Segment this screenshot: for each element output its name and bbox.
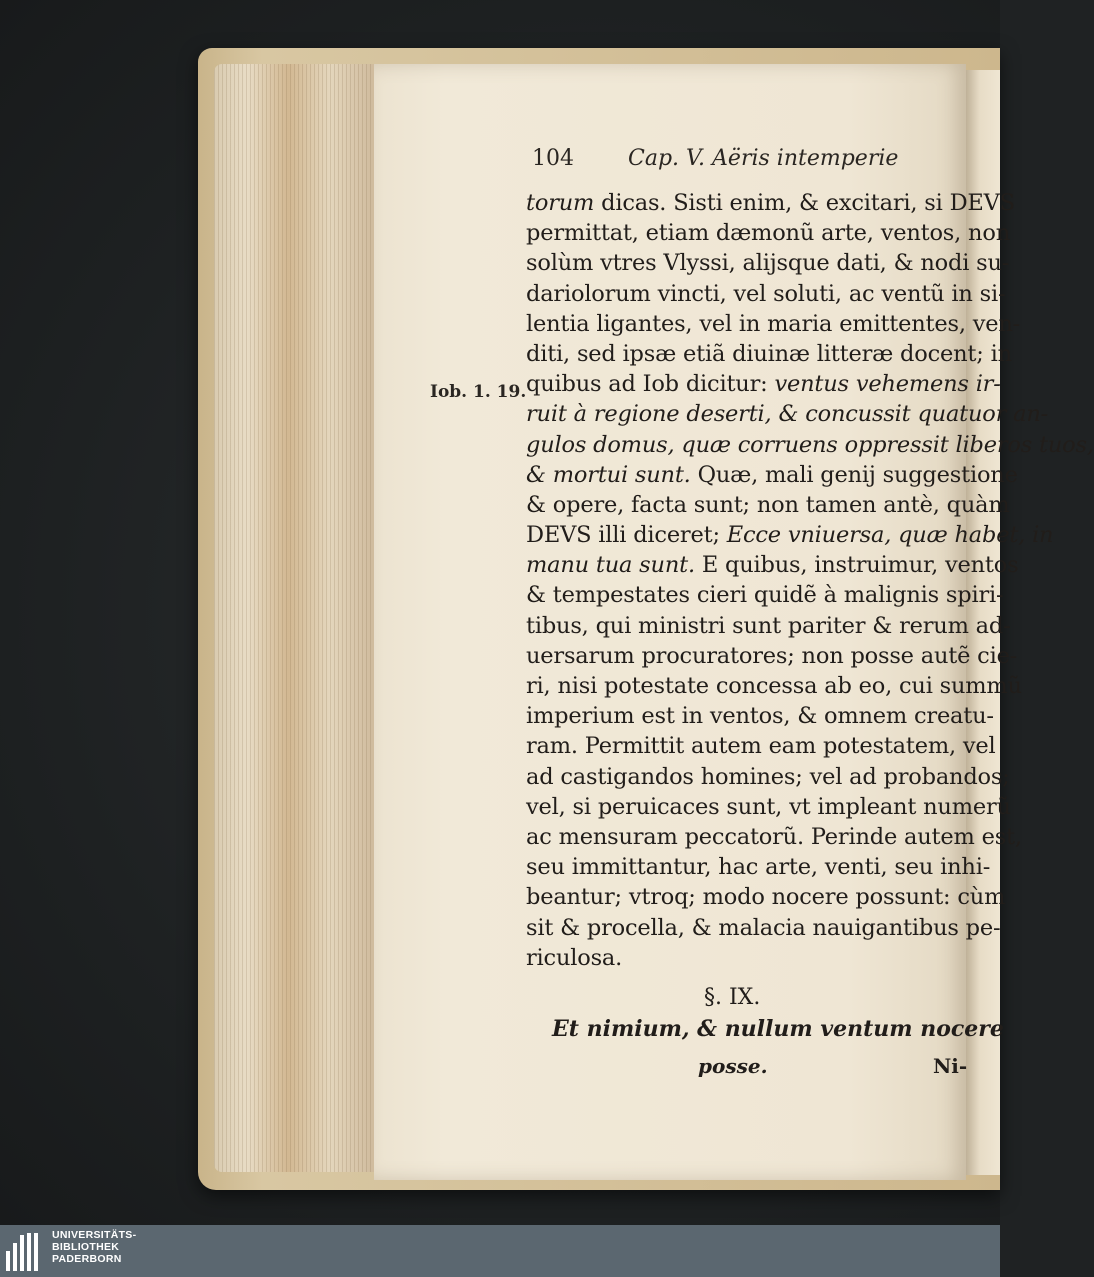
italic-text: ruit à regione deserti, & concussit quatuor an- [526, 401, 1049, 428]
text-line [526, 490, 1010, 520]
roman-text: & tempestates cieri quidẽ à malignis spiri- [526, 582, 1004, 609]
text-line [526, 762, 1010, 792]
roman-text: uersarum procuratores; non posse autẽ cie- [526, 642, 1018, 669]
italic-text: ventus vehemens ir- [774, 371, 1001, 398]
text-line [526, 279, 1006, 309]
page-number: 104 [532, 146, 574, 171]
library-name-line2: BIBLIOTHEK [52, 1241, 120, 1253]
roman-text: riculosa. [526, 944, 623, 971]
text-line [526, 339, 1012, 369]
roman-text: E quibus, instruimur, ventos [694, 552, 1019, 579]
italic-text: gulos domus, quæ corruens oppressit liberos tuos, [526, 431, 1094, 458]
library-logo-icon [6, 1233, 46, 1271]
text-line [526, 369, 1001, 399]
roman-text: ri, nisi potestate concessa ab eo, cui summũ [526, 673, 1022, 699]
italic-text: manu tua sunt. [526, 552, 695, 579]
roman-text: seu immittantur, hac arte, venti, seu inhi- [526, 854, 991, 881]
text-line [526, 611, 1011, 641]
roman-text: imperium est in ventos, & omnem creatu- [526, 703, 994, 730]
section-heading: Et nimium, & nullum ventum nocere [552, 1016, 1004, 1042]
roman-text: solùm vtres Vlyssi, alijsque dati, & nodi su- [526, 250, 1010, 277]
italic-text: torum [526, 190, 595, 216]
text-line [526, 852, 991, 882]
roman-text: ram. Permittit autem eam potestatem, vel [526, 733, 996, 760]
library-name [52, 1229, 136, 1265]
roman-text: dariolorum vincti, vel soluti, ac ventũ in si- [526, 280, 1006, 307]
roman-text: dicas. Sisti enim, & excitari, si DEVS [594, 190, 1015, 216]
library-name-line1: UNIVERSITÄTS- [52, 1229, 137, 1241]
text-line [526, 882, 1006, 912]
roman-text: DEVS illi diceret; [526, 522, 727, 549]
text-line [526, 550, 1019, 580]
roman-text: lentia ligantes, vel in maria emittentes, ven- [526, 310, 1021, 337]
library-name-line3: PADERBORN [52, 1253, 122, 1265]
text-line [526, 943, 962, 973]
roman-text: ac mensuram peccatorũ. Perinde autem est, [526, 823, 1022, 850]
marginal-note: Iob. 1. 19. [430, 382, 527, 402]
roman-text: beantur; vtroq; modo nocere possunt: cùm [526, 884, 1006, 911]
roman-text: vel, si peruicaces sunt, vt impleant numerũ [526, 793, 1011, 820]
library-footer [0, 1225, 1000, 1277]
section-number: §. IX. [704, 985, 761, 1010]
text-line [526, 671, 1022, 701]
text-line [526, 792, 1011, 822]
roman-text: permittat, etiam dæmonũ arte, ventos, non [526, 220, 1010, 247]
text-line [526, 913, 1001, 943]
text-line [526, 188, 1015, 218]
roman-text: diti, sed ipsæ etiã diuinæ litteræ docent; in [526, 340, 1012, 367]
italic-text: & mortui sunt. [526, 461, 691, 488]
roman-text: tibus, qui ministri sunt pariter & rerum ad- [526, 612, 1011, 639]
roman-text: sit & procella, & malacia nauigantibus pe- [526, 914, 1001, 941]
text-line [526, 399, 1049, 429]
roman-text: ad castigandos homines; vel ad probandos; [526, 763, 1010, 790]
text-line [526, 731, 996, 761]
text-line [526, 641, 1018, 671]
roman-text: quibus ad Iob dicitur: [526, 371, 775, 398]
text-line [526, 580, 1004, 610]
running-head [532, 146, 932, 180]
catchword-italic: posse. [698, 1054, 768, 1078]
text-line [526, 520, 1054, 550]
text-line [526, 430, 1094, 460]
text-line [526, 309, 1021, 339]
roman-text: Quæ, mali genij suggestione [690, 461, 1018, 488]
text-line [526, 822, 1022, 852]
catchword: Ni- [933, 1054, 968, 1078]
body-text [526, 188, 1094, 973]
roman-text: & opere, facta sunt; non tamen antè, quàm [526, 491, 1010, 518]
text-line [526, 248, 1010, 278]
running-title: Cap. V. Aëris intemperie [628, 146, 899, 171]
text-line [526, 218, 1010, 248]
page-fore-edge [214, 64, 379, 1172]
italic-text: Ecce vniuersa, quæ habet, in [726, 522, 1054, 549]
text-line [526, 701, 994, 731]
text-line [526, 460, 1018, 490]
